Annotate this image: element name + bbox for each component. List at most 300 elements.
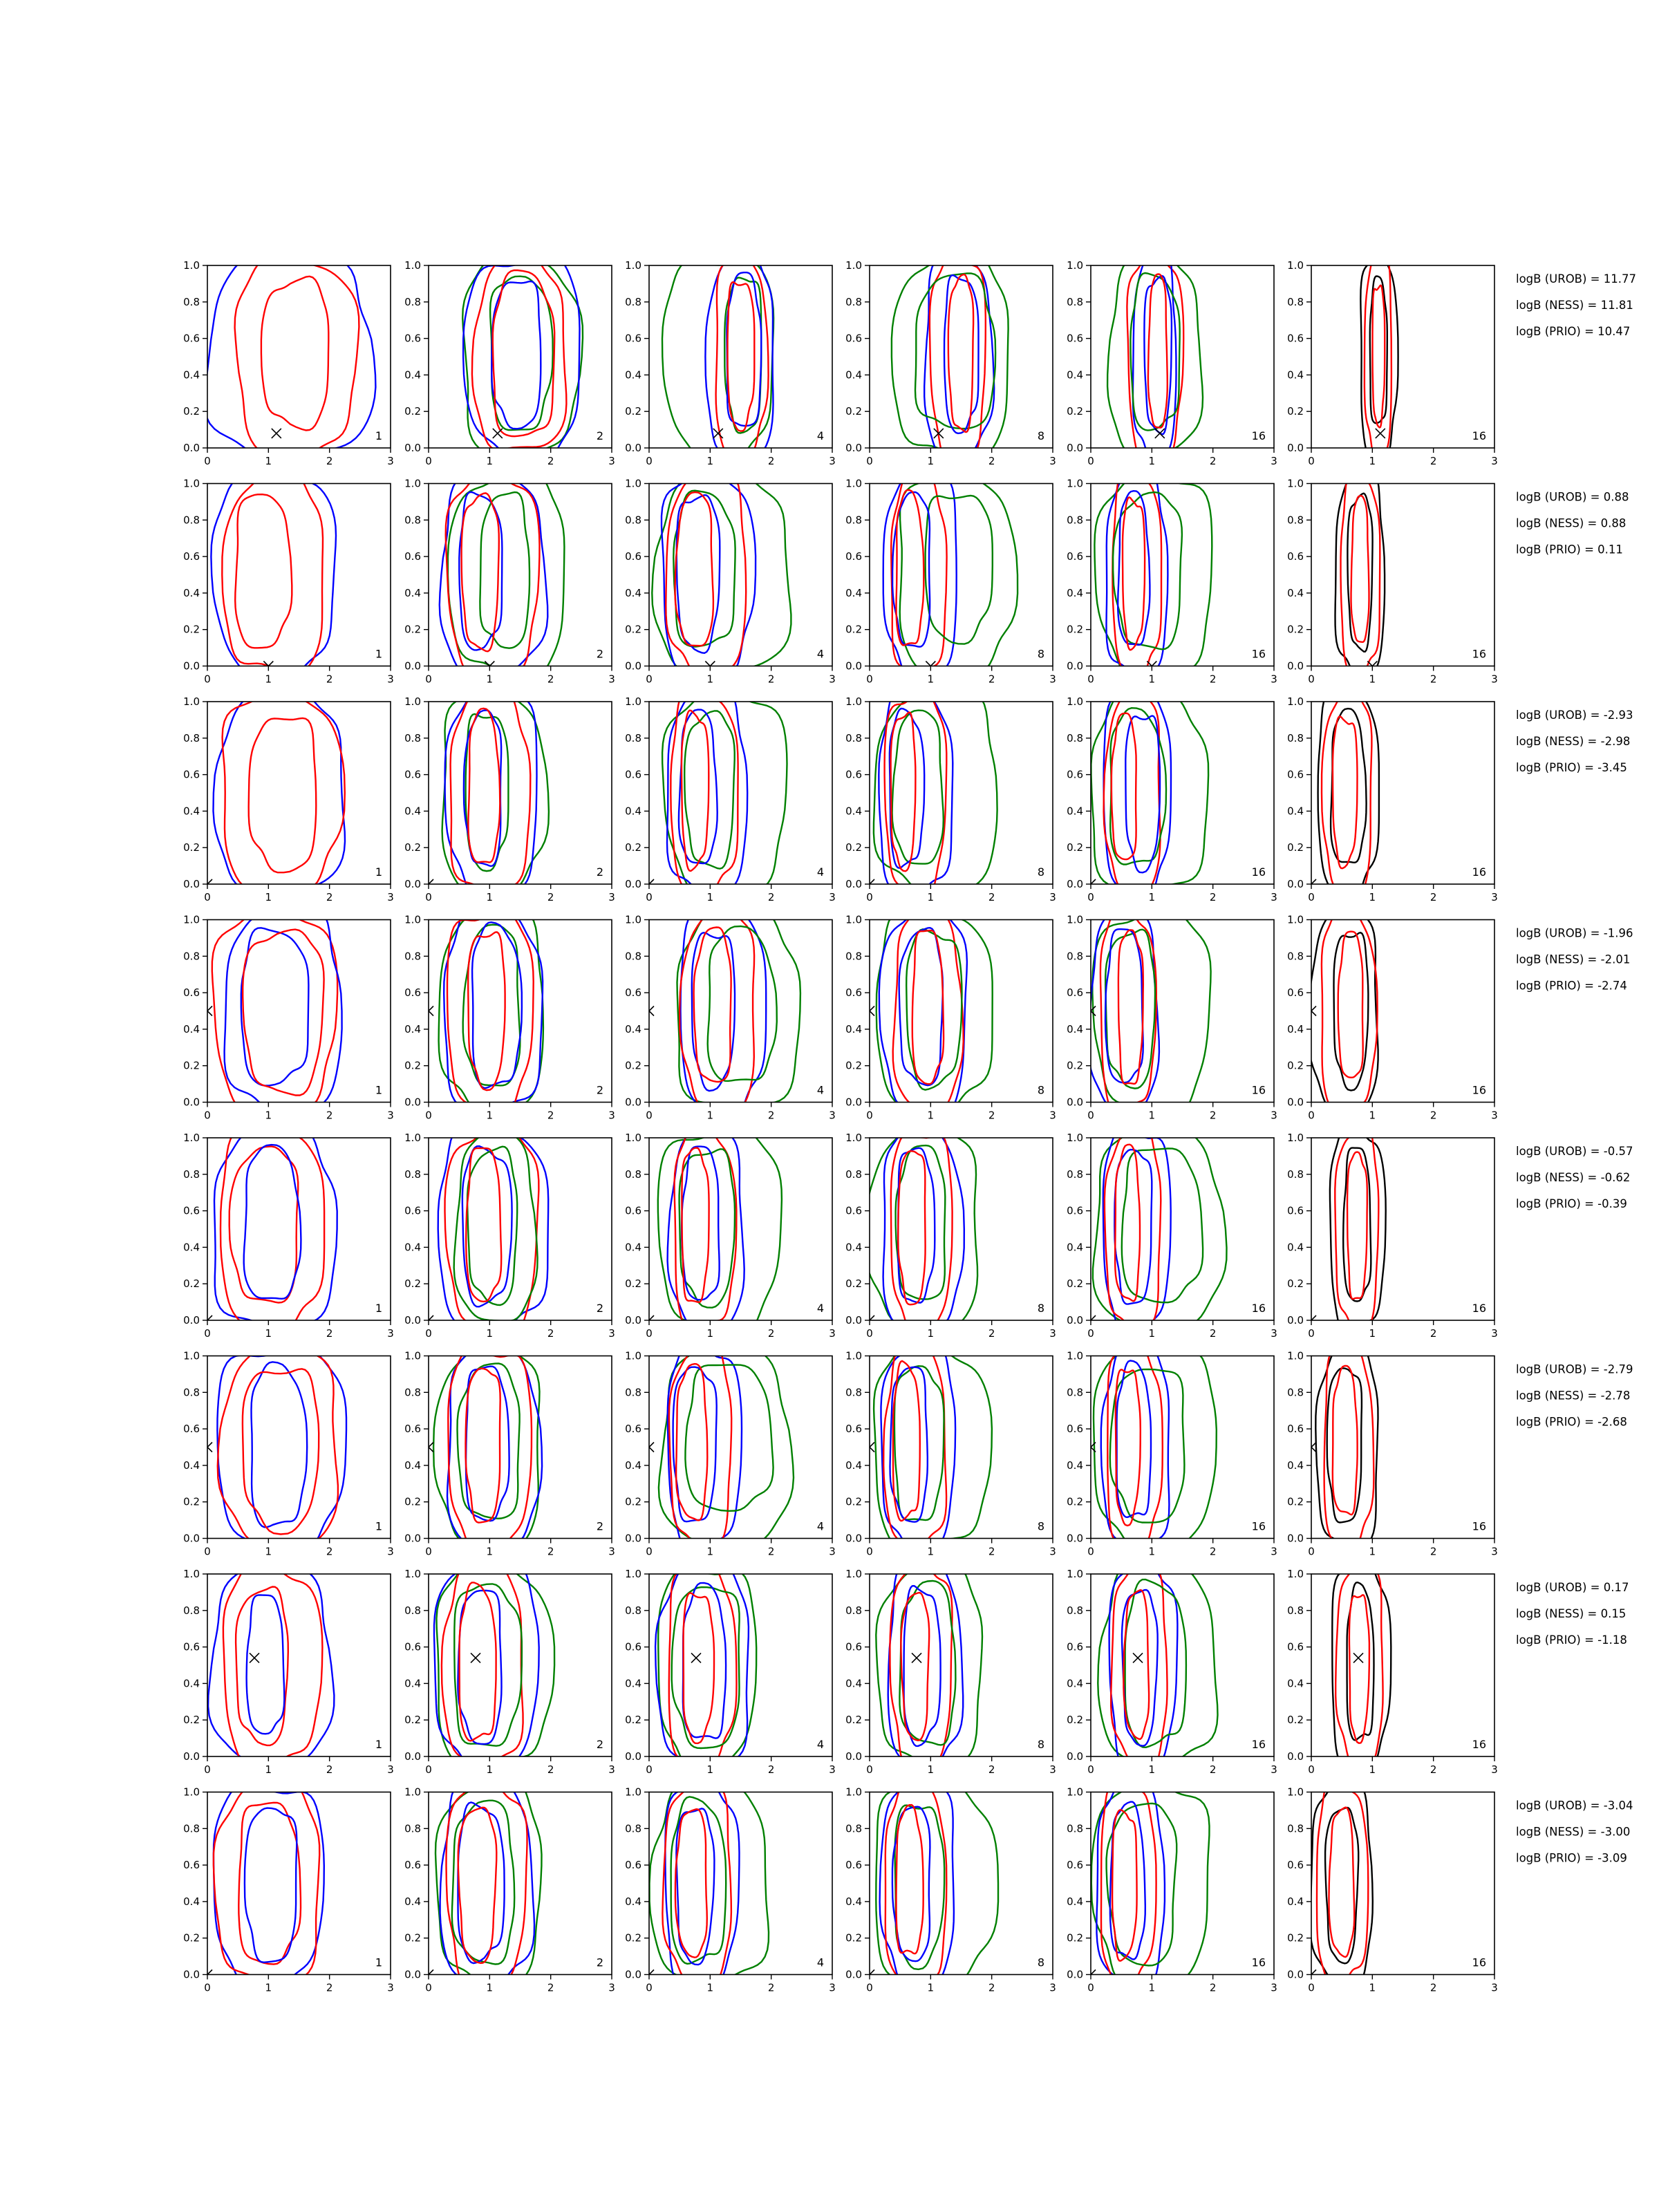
x-tick-label: 1: [706, 673, 714, 686]
y-tick-label: 0.6: [183, 332, 200, 345]
x-tick-label: 1: [265, 455, 272, 467]
y-tick-label: 0.2: [625, 1059, 641, 1072]
x-tick-label: 2: [767, 1981, 775, 1994]
x-tick-label: 0: [1308, 1981, 1315, 1994]
x-tick-label: 3: [1049, 891, 1056, 903]
y-tick-label: 0.4: [845, 1459, 862, 1472]
y-tick-label: 0.8: [625, 295, 641, 308]
y-tick-label: 0.8: [183, 1386, 200, 1399]
axes-frame: [207, 1138, 391, 1320]
y-tick-label: 0.8: [625, 1604, 641, 1617]
y-tick-label: 0.6: [183, 1640, 200, 1653]
red-contour: [460, 1582, 496, 1741]
panel-label: 8: [1037, 647, 1044, 661]
panel-r5-c1: [183, 1124, 394, 1340]
blue-contour: [677, 495, 720, 653]
axes-frame: [429, 1574, 612, 1756]
y-tick-label: 0.8: [625, 1386, 641, 1399]
blue-contour: [665, 1780, 739, 1985]
red-contour: [236, 1587, 288, 1745]
x-tick-label: 3: [387, 1763, 394, 1776]
y-tick-label: 0.2: [1067, 1714, 1083, 1727]
y-tick-label: 0.4: [183, 1241, 200, 1254]
blue-contour: [676, 1808, 714, 1965]
panel-r5-c2: [404, 1124, 615, 1340]
x-tick-label: 0: [646, 891, 653, 903]
panel-r3-c6: [1287, 689, 1498, 903]
x-tick-label: 1: [486, 1763, 494, 1776]
x-tick-label: 3: [1271, 1763, 1277, 1776]
y-tick-label: 0.4: [625, 368, 641, 382]
y-tick-label: 0.6: [625, 1859, 641, 1872]
x-tick-label: 1: [486, 1981, 494, 1994]
x-tick-label: 3: [608, 673, 615, 686]
true-parameter-marker: [713, 429, 723, 438]
red-contour: [897, 1805, 924, 1953]
blue-contour: [244, 1145, 301, 1299]
y-tick-label: 0.6: [1067, 1423, 1083, 1436]
y-tick-label: 0.4: [183, 805, 200, 818]
red-contour: [447, 912, 534, 1118]
red-contour: [1333, 1366, 1358, 1515]
y-tick-label: 1.0: [625, 1349, 641, 1362]
contour-group: [644, 1123, 782, 1336]
y-tick-label: 0.6: [183, 1423, 200, 1436]
contour-group: [203, 1344, 346, 1555]
contour-group: [424, 688, 549, 900]
contour-group: [865, 1775, 998, 1989]
green-contour: [466, 714, 509, 871]
blue-contour: [214, 1124, 337, 1326]
logb-annotation: logB (NESS) = -3.00: [1516, 1825, 1631, 1839]
y-tick-label: 0.8: [404, 1604, 421, 1617]
y-tick-label: 0.2: [1287, 1931, 1304, 1944]
x-tick-label: 3: [829, 1327, 836, 1340]
blue-contour: [247, 1595, 285, 1734]
y-tick-label: 0.0: [1067, 1314, 1083, 1327]
true-parameter-marker: [471, 1653, 480, 1662]
x-tick-label: 3: [1271, 455, 1277, 467]
blue-contour: [890, 709, 924, 868]
y-tick-label: 0.0: [1287, 659, 1304, 673]
y-tick-label: 0.4: [1067, 1022, 1083, 1035]
red-contour: [1351, 496, 1369, 642]
contour-group: [211, 469, 336, 683]
axes-frame: [207, 484, 391, 666]
y-tick-label: 0.0: [1287, 1968, 1304, 1981]
y-tick-label: 0.6: [625, 332, 641, 345]
panel-r4-c2: [404, 903, 615, 1122]
contour-group: [1107, 252, 1203, 461]
contour-group: [1306, 1123, 1386, 1337]
y-tick-label: 0.8: [1287, 295, 1304, 308]
x-tick-label: 1: [927, 1327, 935, 1340]
panel-r7-c6: [1287, 1562, 1498, 1776]
y-tick-label: 1.0: [845, 477, 862, 490]
y-tick-label: 0.0: [845, 878, 862, 890]
blue-contour: [1105, 929, 1143, 1082]
y-tick-label: 0.8: [1287, 1386, 1304, 1399]
panel-r2-c6: [1287, 470, 1498, 685]
y-tick-label: 0.6: [1287, 986, 1304, 1000]
contour-group: [424, 1124, 548, 1335]
x-tick-label: 2: [1430, 891, 1437, 903]
logb-annotation: logB (UROB) = -1.96: [1516, 926, 1633, 940]
y-tick-label: 0.2: [1287, 1495, 1304, 1508]
x-tick-label: 2: [1209, 1545, 1217, 1558]
y-tick-label: 0.6: [625, 1423, 641, 1436]
logb-annotation: logB (UROB) = -2.79: [1516, 1362, 1633, 1376]
x-tick-label: 0: [425, 891, 432, 903]
x-tick-label: 2: [988, 1109, 995, 1122]
x-tick-label: 0: [425, 1981, 432, 1994]
y-tick-label: 1.0: [1067, 1349, 1083, 1362]
contour-group: [1086, 687, 1208, 903]
red-contour: [1324, 1347, 1374, 1548]
y-tick-label: 0.8: [625, 950, 641, 963]
x-tick-label: 0: [646, 1109, 653, 1122]
axes-frame: [429, 920, 612, 1103]
panel-r8-c6: [1287, 1777, 1498, 1994]
y-tick-label: 0.2: [404, 1714, 421, 1727]
y-tick-label: 0.6: [1067, 332, 1083, 345]
green-contour: [926, 496, 993, 644]
y-tick-label: 0.4: [625, 1022, 641, 1035]
y-tick-label: 0.2: [404, 841, 421, 854]
y-tick-label: 0.0: [1067, 878, 1083, 890]
x-tick-label: 2: [1209, 673, 1217, 686]
red-contour: [948, 274, 973, 432]
y-tick-label: 1.0: [845, 1568, 862, 1580]
x-tick-label: 3: [1271, 891, 1277, 903]
x-tick-label: 1: [1369, 455, 1376, 467]
y-tick-label: 0.0: [625, 442, 641, 454]
y-tick-label: 0.6: [845, 1859, 862, 1872]
x-tick-label: 0: [425, 1109, 432, 1122]
contour-group: [652, 469, 791, 678]
blue-contour: [458, 1802, 505, 1963]
blue-contour: [463, 256, 579, 466]
y-tick-label: 0.4: [1067, 1459, 1083, 1472]
logb-annotation: logB (UROB) = 11.77: [1516, 272, 1636, 285]
panel-label: 1: [375, 647, 382, 661]
red-contour: [468, 709, 500, 863]
axes-frame: [649, 1574, 832, 1756]
x-tick-label: 1: [927, 455, 935, 467]
y-tick-label: 0.4: [845, 368, 862, 382]
y-tick-label: 0.4: [625, 1459, 641, 1472]
x-tick-label: 1: [706, 891, 714, 903]
blue-contour: [466, 1367, 509, 1521]
y-tick-label: 0.0: [845, 1750, 862, 1763]
y-tick-label: 0.0: [183, 659, 200, 673]
y-tick-label: 0.8: [625, 1168, 641, 1181]
panel-label: 16: [1251, 1519, 1266, 1533]
panel-r5-c6: [1287, 1123, 1498, 1340]
y-tick-label: 0.8: [404, 1386, 421, 1399]
panel-label: 16: [1472, 1302, 1486, 1315]
x-tick-label: 1: [1148, 1763, 1156, 1776]
red-contour: [893, 906, 964, 1108]
y-tick-label: 1.0: [625, 477, 641, 490]
y-tick-label: 0.8: [1067, 514, 1083, 527]
red-contour: [1322, 689, 1371, 894]
panel-r1-c6: [1287, 254, 1498, 467]
red-contour: [1349, 1595, 1369, 1743]
y-tick-label: 0.2: [1287, 1714, 1304, 1727]
y-tick-label: 1.0: [845, 1349, 862, 1362]
axes-frame: [207, 1792, 391, 1975]
contour-group: [424, 903, 543, 1118]
y-tick-label: 0.4: [404, 1022, 421, 1035]
y-tick-label: 0.6: [845, 1204, 862, 1217]
red-contour: [235, 257, 359, 460]
y-tick-label: 0.8: [1067, 1604, 1083, 1617]
red-contour: [235, 494, 292, 648]
red-contour: [221, 1130, 324, 1336]
y-tick-label: 1.0: [845, 1785, 862, 1799]
x-tick-label: 1: [706, 455, 714, 467]
y-tick-label: 1.0: [183, 695, 200, 708]
panel-r2-c2: [404, 469, 615, 686]
red-contour: [1112, 1810, 1137, 1960]
x-tick-label: 0: [204, 1109, 211, 1122]
axes-frame: [1311, 1792, 1494, 1975]
blue-contour: [245, 1808, 297, 1962]
y-tick-label: 0.4: [1067, 368, 1083, 382]
axes-frame: [1311, 265, 1494, 448]
y-tick-label: 0.8: [1067, 295, 1083, 308]
x-tick-label: 3: [829, 1981, 836, 1994]
y-tick-label: 0.4: [845, 586, 862, 599]
contour-group: [1306, 689, 1379, 901]
x-tick-label: 0: [1087, 1109, 1094, 1122]
y-tick-label: 0.0: [404, 1314, 421, 1327]
panel-r4-c6: [1287, 905, 1498, 1122]
y-tick-label: 0.2: [845, 1495, 862, 1508]
y-tick-label: 0.6: [404, 550, 421, 563]
y-tick-label: 0.2: [625, 1277, 641, 1291]
y-tick-label: 0.8: [1067, 1386, 1083, 1399]
x-tick-label: 2: [547, 673, 554, 686]
y-tick-label: 1.0: [1067, 259, 1083, 272]
panel-label: 16: [1251, 1083, 1266, 1097]
panel-r2-c4: [845, 469, 1056, 686]
x-tick-label: 0: [646, 1981, 653, 1994]
x-tick-label: 2: [326, 455, 333, 467]
axes-frame: [1311, 1138, 1494, 1320]
blue-contour: [727, 272, 761, 426]
x-tick-label: 3: [1049, 1109, 1056, 1122]
y-tick-label: 0.4: [1067, 1677, 1083, 1690]
axes-frame: [1091, 265, 1274, 448]
x-tick-label: 0: [646, 1327, 653, 1340]
contour-group: [865, 1121, 977, 1338]
y-tick-label: 0.4: [183, 1677, 200, 1690]
y-tick-label: 0.8: [404, 514, 421, 527]
x-tick-label: 0: [866, 673, 873, 686]
x-tick-label: 2: [988, 673, 995, 686]
y-tick-label: 0.4: [625, 1677, 641, 1690]
contour-group: [434, 1559, 554, 1776]
axes-frame: [1091, 1574, 1274, 1756]
x-tick-label: 2: [547, 1763, 554, 1776]
y-tick-label: 0.0: [183, 1314, 200, 1327]
y-tick-label: 0.6: [845, 550, 862, 563]
y-tick-label: 1.0: [1067, 1568, 1083, 1580]
x-tick-label: 2: [326, 891, 333, 903]
x-tick-label: 1: [706, 1109, 714, 1122]
x-tick-label: 0: [204, 1981, 211, 1994]
green-contour: [877, 910, 993, 1116]
panel-r4-c3: [625, 906, 836, 1122]
panel-label: 8: [1037, 1083, 1044, 1097]
x-tick-label: 0: [204, 1763, 211, 1776]
logb-annotation: logB (PRIO) = -2.68: [1516, 1415, 1627, 1429]
panel-r6-c3: [625, 1342, 836, 1557]
y-tick-label: 0.4: [183, 368, 200, 382]
x-tick-label: 2: [1430, 1545, 1437, 1558]
y-tick-label: 0.8: [845, 514, 862, 527]
contour-group: [883, 469, 1018, 682]
y-tick-label: 1.0: [183, 1132, 200, 1144]
y-tick-label: 0.0: [625, 1314, 641, 1327]
y-tick-label: 0.0: [404, 659, 421, 673]
red-contour: [1341, 471, 1380, 677]
x-tick-label: 1: [265, 1763, 272, 1776]
y-tick-label: 0.0: [1287, 1314, 1304, 1327]
y-tick-label: 0.0: [845, 1096, 862, 1109]
y-tick-label: 0.8: [845, 1604, 862, 1617]
true-parameter-marker: [912, 1653, 921, 1662]
y-tick-label: 1.0: [183, 1785, 200, 1799]
x-tick-label: 3: [1271, 1545, 1277, 1558]
y-tick-label: 0.2: [1067, 1931, 1083, 1944]
red-contour: [1123, 497, 1145, 650]
x-tick-label: 0: [866, 1981, 873, 1994]
y-tick-label: 0.6: [404, 332, 421, 345]
y-tick-label: 0.6: [183, 1204, 200, 1217]
panel-r1-c4: [845, 249, 1056, 467]
y-tick-label: 0.2: [845, 1277, 862, 1291]
y-tick-label: 0.0: [1287, 878, 1304, 890]
blue-contour: [904, 1586, 941, 1746]
y-tick-label: 0.8: [183, 731, 200, 744]
x-tick-label: 1: [1148, 1545, 1156, 1558]
y-tick-label: 0.4: [1287, 1459, 1304, 1472]
x-tick-label: 2: [767, 1109, 775, 1122]
panel-r7-c2: [404, 1559, 615, 1777]
y-tick-label: 0.8: [1067, 1822, 1083, 1835]
y-tick-label: 0.4: [404, 1677, 421, 1690]
green-contour: [652, 469, 791, 673]
x-tick-label: 1: [1369, 1763, 1376, 1776]
blue-contour: [1114, 1150, 1152, 1304]
x-tick-label: 0: [1308, 673, 1315, 686]
axes-frame: [207, 265, 391, 448]
red-contour: [223, 1563, 323, 1770]
blue-contour: [458, 1591, 501, 1744]
y-tick-label: 0.6: [625, 1640, 641, 1653]
x-tick-label: 1: [1369, 673, 1376, 686]
red-contour: [1335, 1126, 1378, 1333]
x-tick-label: 2: [767, 455, 775, 467]
contour-group: [462, 254, 583, 465]
x-tick-label: 0: [425, 1545, 432, 1558]
x-tick-label: 3: [1271, 1981, 1277, 1994]
panel-r1-c2: [404, 254, 615, 467]
x-tick-label: 2: [1430, 673, 1437, 686]
panel-label: 8: [1037, 1956, 1044, 1969]
logb-annotation: logB (NESS) = -2.01: [1516, 953, 1631, 966]
contour-group: [865, 906, 993, 1117]
panel-label: 4: [816, 1738, 824, 1751]
y-tick-label: 0.6: [845, 1640, 862, 1653]
y-tick-label: 0.0: [183, 1968, 200, 1981]
x-tick-label: 0: [425, 673, 432, 686]
y-tick-label: 0.2: [404, 1931, 421, 1944]
y-tick-label: 1.0: [404, 477, 421, 490]
y-tick-label: 0.6: [183, 1859, 200, 1872]
x-tick-label: 2: [767, 673, 775, 686]
x-tick-label: 0: [1308, 1763, 1315, 1776]
x-tick-label: 2: [326, 1981, 333, 1994]
y-tick-label: 0.4: [625, 1895, 641, 1908]
y-tick-label: 1.0: [404, 1349, 421, 1362]
axes-frame: [207, 1574, 391, 1756]
red-contour: [1148, 274, 1168, 428]
x-tick-label: 3: [387, 1981, 394, 1994]
panel-r3-c2: [404, 688, 615, 904]
red-contour: [898, 1151, 925, 1304]
x-tick-label: 1: [1369, 891, 1376, 903]
y-tick-label: 0.4: [625, 1241, 641, 1254]
x-tick-label: 2: [767, 1763, 775, 1776]
y-tick-label: 0.4: [1067, 586, 1083, 599]
y-tick-label: 1.0: [183, 1568, 200, 1580]
y-tick-label: 1.0: [845, 913, 862, 926]
y-tick-label: 0.2: [404, 1495, 421, 1508]
x-tick-label: 0: [646, 673, 653, 686]
y-tick-label: 0.8: [1067, 950, 1083, 963]
y-tick-label: 1.0: [1287, 1132, 1304, 1144]
x-tick-label: 1: [486, 455, 494, 467]
y-tick-label: 0.4: [1067, 1241, 1083, 1254]
panel-r5-c3: [625, 1123, 836, 1340]
x-tick-label: 2: [988, 891, 995, 903]
panel-r4-c5: [1067, 906, 1277, 1121]
x-tick-label: 0: [204, 673, 211, 686]
y-tick-label: 1.0: [404, 259, 421, 272]
y-tick-label: 0.8: [1287, 1168, 1304, 1181]
y-tick-label: 0.8: [845, 1822, 862, 1835]
x-tick-label: 3: [1491, 673, 1498, 686]
panel-label: 1: [375, 1302, 382, 1315]
green-contour: [659, 1342, 794, 1544]
x-tick-label: 3: [387, 1327, 394, 1340]
x-tick-label: 3: [608, 1109, 615, 1122]
y-tick-label: 0.4: [625, 805, 641, 818]
y-tick-label: 0.6: [1287, 1859, 1304, 1872]
y-tick-label: 1.0: [1287, 259, 1304, 272]
x-tick-label: 0: [204, 1327, 211, 1340]
y-tick-label: 0.2: [845, 405, 862, 418]
contour-group: [1332, 1562, 1391, 1768]
y-tick-label: 0.0: [183, 1532, 200, 1545]
x-tick-label: 3: [1491, 1763, 1498, 1776]
axes-frame: [649, 920, 832, 1103]
blue-contour: [899, 928, 943, 1085]
